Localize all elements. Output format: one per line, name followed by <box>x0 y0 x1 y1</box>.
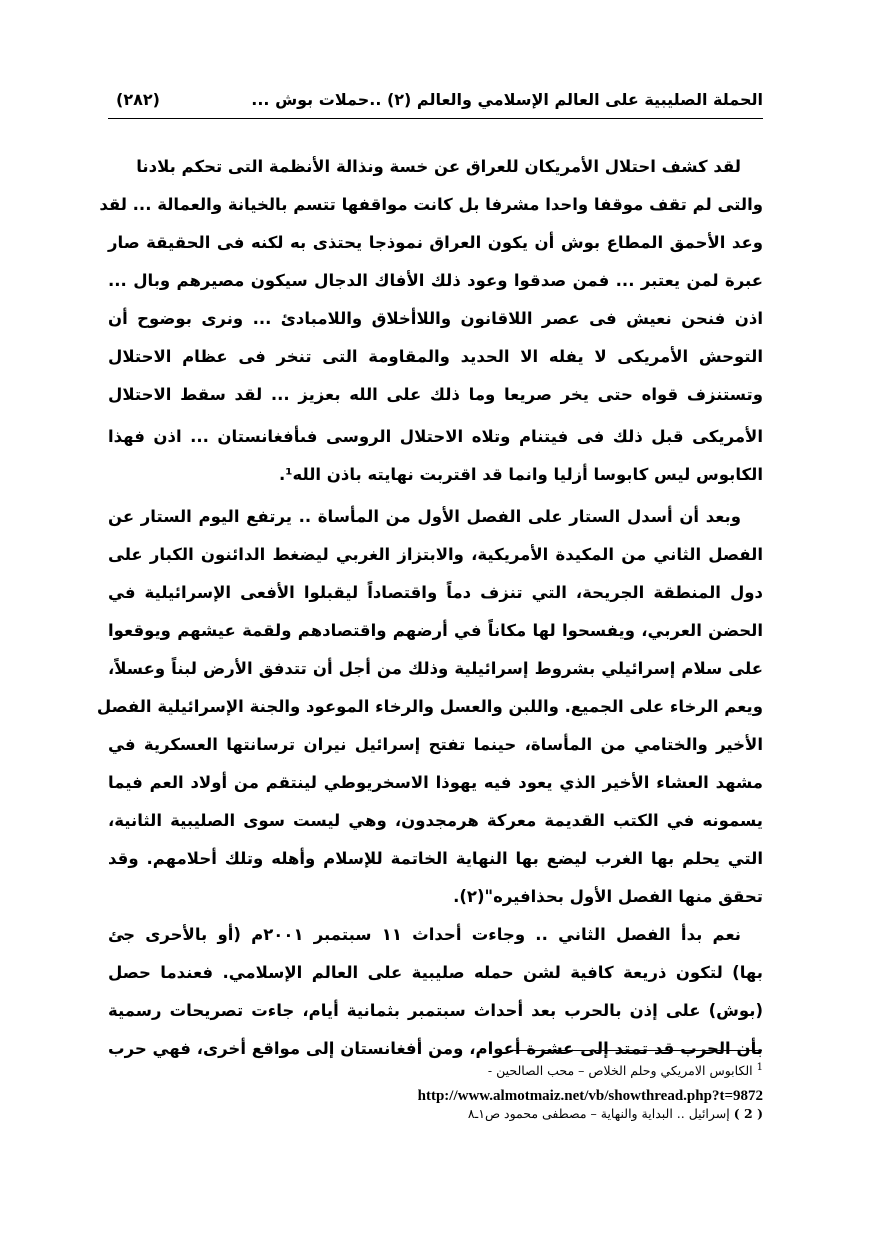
text-line: لقد كشف احتلال الأمريكان للعراق عن خسة ونذالة الأنظمة التى تحكم بلادنا <box>136 157 741 176</box>
footnote-2-text: إسرائيل .. البداية والنهاية – مصطفى محمود ص١ـ٨ <box>467 1106 730 1121</box>
text-line: دول المنطقة الجريحة، التي تنزف دماً واقتصاداً ليقبلوا الأفعى الإسرائيلية في <box>108 583 763 602</box>
text-line: تحقق منها الفصل الأول بحذافيره"(٢). <box>453 887 763 906</box>
text-line: والتى لم تقف موقفا واحدا مشرفا بل كانت مواقفها تتسم بالخيانة والعمالة ... لقد <box>99 195 763 214</box>
footnote-1-url[interactable]: http://www.almotmaiz.net/vb/showthread.php?t=9872 <box>417 1088 763 1104</box>
text-line: مشهد العشاء الأخير الذي يعود فيه يهوذا الاسخريوطي لينتقم من أولاد العم فيما <box>108 773 763 792</box>
text-line: التي يحلم بها الغرب ليضع بها النهاية الخاتمة للإسلام وأهله وتلك أحلامهم. وقد <box>108 849 763 868</box>
text-line: ويعم الرخاء على الجميع. واللبن والعسل والرخاء الموعود والجنة الإسرائيلية الفصل <box>96 697 763 716</box>
text-line: الفصل الثاني من المكيدة الأمريكية، والابتزاز الغربي ليضغط الدائنون الكبار على <box>108 545 763 564</box>
footnote-1-text: الكابوس الامريكي وحلم الخلاص – محب الصالحين - <box>487 1063 753 1079</box>
text-line: نعم بدأ الفصل الثاني .. وجاءت أحداث ١١ سبتمبر ٢٠٠١م (أو بالأحرى جئ <box>108 925 742 944</box>
text-line: التوحش الأمريكى لا يفله الا الحديد والمقاومة التى تنخر فى عظام الاحتلال <box>108 347 763 366</box>
text-line: على سلام إسرائيلي بشروط إسرائيلية وذلك من أجل أن تتدفق الأرض لبناً وعسلاً، <box>108 659 763 678</box>
body-text <box>96 148 763 1068</box>
page-number: (٢٨٢) <box>116 90 160 109</box>
text-line: الأخير والختامي من المأساة، حينما تفتح إسرائيل نيران ترسانتها العسكرية في <box>108 735 763 754</box>
footnote-divider <box>510 1050 762 1051</box>
text-line: وتستنزف قواه حتى يخر صريعا وما ذلك على الله بعزيز ... لقد سقط الاحتلال <box>108 385 763 404</box>
footnote-2-marker: ( 2 ) <box>733 1106 763 1121</box>
text-line: الكابوس ليس كابوسا أزليا وانما قد اقتربت نهايته باذن الله¹. <box>278 465 763 484</box>
footnote-1-marker: 1 <box>756 1062 763 1073</box>
header-title: الحملة الصليبية على العالم الإسلامي والعالم (٢) ..حملات بوش ... <box>251 90 763 109</box>
text-line: يسمونه في الكتب القديمة معركة هرمجدون، وهي ليست سوى الصليبية الثانية، <box>108 811 763 830</box>
text-line: الحضن العربي، ويفسحوا لها مكاناً في أرضهم واقتصادهم ولقمة عيشهم ويوقعوا <box>108 621 763 640</box>
text-line: (بوش) على إذن بالحرب بعد أحداث سبتمبر بثمانية أيام، جاءت تصريحات رسمية <box>108 1001 763 1020</box>
text-line: اذن فنحن نعيش فى عصر اللاقانون واللاأخلاق واللامبادئ ... ونرى بوضوح أن <box>108 309 763 328</box>
running-header <box>108 88 763 119</box>
text-line: بها) لتكون ذريعة كافية لشن حمله صليبية على العالم الإسلامي. فعندما حصل <box>108 963 763 982</box>
footnote-1 <box>488 1062 763 1078</box>
text-line: بأن الحرب قد تمتد إلى عشرة أعوام، ومن أفغانستان إلى مواقع أخرى، فهي حرب <box>108 1039 763 1058</box>
text-line: عبرة لمن يعتبر ... فمن صدقوا وعود ذلك الأفاك الدجال سيكون مصيرهم وبال ... <box>108 271 763 290</box>
footnote-2 <box>468 1106 763 1121</box>
text-line: وبعد أن أسدل الستار على الفصل الأول من المأساة .. يرتفع اليوم الستار عن <box>108 507 741 526</box>
text-line: وعد الأحمق المطاع بوش أن يكون العراق نموذجا يحتذى به لكنه فى الحقيقة صار <box>108 233 763 252</box>
text-line: الأمريكى قبل ذلك فى فيتنام وتلاه الاحتلال الروسى فىأفغانستان ... اذن فهذا <box>108 427 763 446</box>
